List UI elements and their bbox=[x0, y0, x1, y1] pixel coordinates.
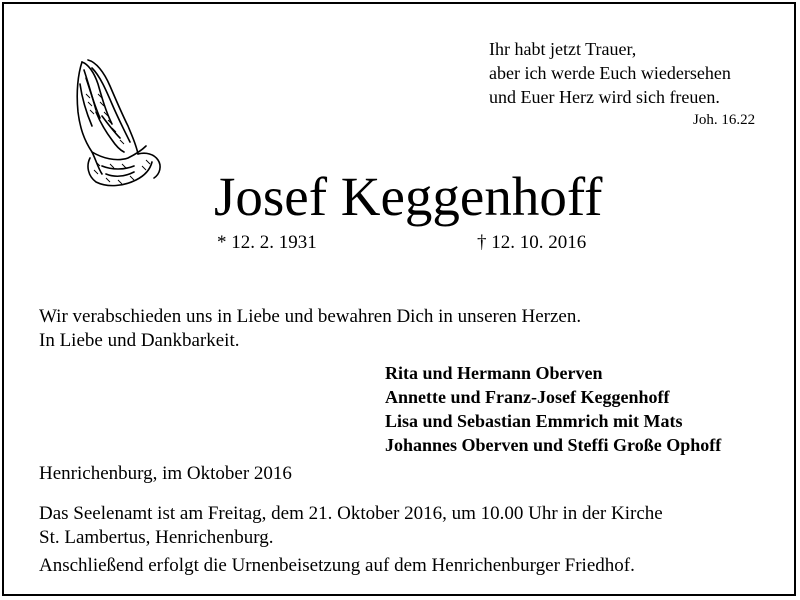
place-date: Henrichenburg, im Oktober 2016 bbox=[39, 463, 292, 484]
burial-info-line: Anschließend erfolgt die Urnenbeisetzung auf dem Henrichenburger Friedhof. bbox=[39, 555, 635, 576]
quote-line: aber ich werde Euch wiedersehen bbox=[489, 63, 731, 83]
mourner-entry: Annette und Franz-Josef Keggenhoff bbox=[385, 387, 670, 407]
mourner-entry: Lisa und Sebastian Emmrich mit Mats bbox=[385, 411, 683, 431]
birth-date: * 12. 2. 1931 bbox=[217, 232, 317, 253]
farewell-line: In Liebe und Dankbarkeit. bbox=[39, 330, 240, 351]
mourner-entry: Johannes Oberven und Steffi Große Ophoff bbox=[385, 435, 722, 455]
farewell-line: Wir verabschieden uns in Liebe und bewahren Dich in unseren Herzen. bbox=[39, 306, 582, 327]
mourner-entry: Rita und Hermann Oberven bbox=[385, 363, 603, 383]
mourners-list bbox=[385, 361, 721, 457]
service-info-line: Das Seelenamt ist am Freitag, dem 21. Oktober 2016, um 10.00 Uhr in der Kirche bbox=[39, 503, 663, 524]
bible-quote bbox=[489, 37, 731, 109]
death-date: † 12. 10. 2016 bbox=[477, 232, 587, 253]
service-info-line: St. Lambertus, Henrichenburg. bbox=[39, 527, 274, 548]
quote-line: und Euer Herz wird sich freuen. bbox=[489, 87, 720, 107]
obituary-notice bbox=[2, 2, 796, 596]
quote-line: Ihr habt jetzt Trauer, bbox=[489, 39, 637, 59]
quote-reference: Joh. 16.22 bbox=[693, 112, 756, 128]
deceased-name: Josef Keggenhoff bbox=[214, 166, 603, 227]
praying-hands-icon bbox=[62, 54, 172, 189]
